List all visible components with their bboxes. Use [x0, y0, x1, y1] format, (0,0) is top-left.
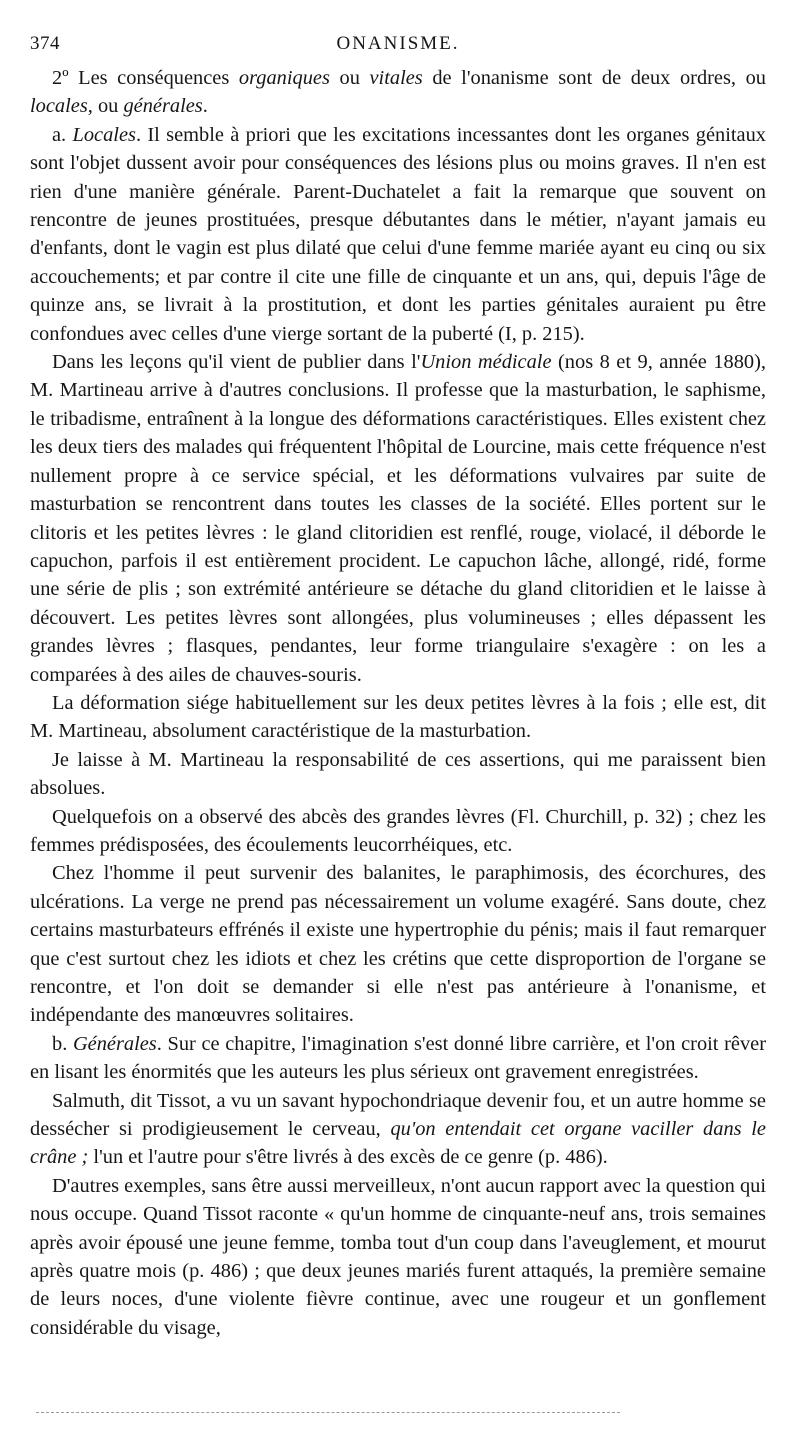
text-run: a. — [52, 123, 73, 146]
text-run: Quelquefois on a observé des abcès des grandes lèvres (Fl. Churchill, p. 32) ; chez les femmes prédisposées, des écoulements leucorrhéiques, etc. — [30, 805, 766, 856]
para-abces — [30, 803, 766, 860]
italic-text: organiques — [238, 67, 330, 89]
text-run: La déformation siége habituellement sur les deux petites lèvres à la fois ; elle est, dit M. Martineau, absolument caractéristique de la masturbation. — [30, 691, 766, 743]
italic-text: générales — [123, 95, 203, 118]
text-run: D'autres exemples, sans être aussi merveilleux, n'ont aucun rapport avec la question qui nous occupe. Quand Tissot raconte « qu'un homme de cinquante-neuf ans, trois semaines après avoir épousé une jeune femme, tomba tout d'un coup dans l'aveuglement, et mourut après quatre mois (p. 486) ; que deux jeunes mariés furent attaqués, la première semaine de leurs noces, d'une violente fièvre continue, avec une rougeur et un gonflement considérable du visage, — [30, 1174, 767, 1339]
text-run: . Sur ce chapitre, l'imagination s'est donné libre carrière, et l'on croit rêver en lisant les énormités que les auteurs les plus sérieux ont gravement enregistrées. — [30, 1032, 766, 1084]
para-salmuth — [30, 1087, 766, 1172]
italic-text: locales — [30, 95, 88, 118]
para-assertions — [30, 746, 766, 803]
text-run: . — [202, 95, 208, 118]
text-run: de l'onanisme sont de deux ordres, ou — [422, 67, 767, 89]
italic-text: qu'on entendait cet organe vaciller dans le crâne ; — [30, 1118, 766, 1169]
body-text — [30, 64, 766, 1342]
text-run: , ou — [87, 95, 124, 118]
running-head — [30, 30, 766, 60]
para-consequences-intro — [30, 64, 766, 121]
para-locales — [30, 121, 766, 348]
text-run: Chez l'homme il peut survenir des balanites, le paraphimosis, des écorchures, des ulcérations. La verge ne prend pas nécessairement un volume exagéré. Sans doute, chez certains masturbateurs effrénés il existe une hypertrophie du pénis; mais il faut remarquer que c'est surtout chez les idiots et chez les crétins que cette disproportion de l'organe se rencontre, et l'on doit se demander si elle n'est pas antérieure à l'onanisme, et indépendante des manœuvres solitaires. — [30, 862, 766, 1027]
text-run: l'un et l'autre pour s'être livrés à des excès de ce genre (p. 486). — [88, 1146, 608, 1169]
text-run: ou — [329, 67, 370, 89]
para-generales — [30, 1030, 766, 1087]
text-run: Je laisse à M. Martineau la responsabilité de ces assertions, qui me paraissent bien absolues. — [30, 748, 766, 800]
bottom-rule — [36, 1412, 620, 1413]
para-homme — [30, 859, 766, 1029]
text-run: Salmuth, dit Tissot, a vu un savant hypochondriaque devenir fou, et un autre homme se dessécher si prodigieusement le cerveau, — [30, 1089, 766, 1141]
text-run: . Il semble à priori que les excitations incessantes dont les organes génitaux sont l'objet dussent avoir pour conséquences des lésions plus ou moins graves. Il n'en est rien d'une manière générale. Parent-Duchatelet a fait la remarque que souvent on rencontre de jeunes prostituées, presque débutantes dans le métier, n'ayant jamais eu d'enfants, dont le vagin est plus dilaté que celui d'une femme mariée ayant eu cinq ou six accouchements; et par contre il cite une fille de cinquante et un ans, qui, depuis l'âge de quinze ans, se livrait à la prostitution, et dont les parties génitales auraient pu être confondues avec celles d'une vierge sortant de la puberté (I, p. 215). — [30, 123, 766, 345]
para-deformation — [30, 689, 766, 746]
page-number: 374 — [30, 33, 60, 54]
italic-text: vitales — [369, 67, 423, 89]
italic-text: Locales — [72, 123, 136, 146]
italic-text: Union médicale — [420, 351, 552, 374]
text-run: 2º Les conséquences — [52, 67, 239, 89]
para-autres-exemples — [30, 1172, 766, 1342]
para-martineau — [30, 348, 766, 689]
text-run: (nos 8 et 9, année 1880), M. Martineau arrive à d'autres conclusions. Il professe que la masturbation, le saphisme, le tribadisme, entraînent à la longue des déformations caractéristiques. Elles existent chez les deux tiers des malades qui fréquentent l'hôpital de Lourcine, mais cette fréquence n'est nullement propre à ce service spécial, et les déformations vulvaires par suite de masturbation se rencontrent dans toutes les classes de la société. Elles portent sur le clitoris et les petites lèvres : le gland clitoridien est renflé, rouge, violacé, il déborde le capuchon, parfois il est entièrement procident. Le capuchon lâche, allongé, ridé, forme une série de plis ; son extrémité antérieure se détache du gland clitoridien et le laisse à découvert. Les petites lèvres sont allongées, plus volumineuses ; elles dépassent les grandes lèvres ; flasques, pendantes, leur forme triangulaire s'exagère : on les a comparées à des ailes de chauves-souris. — [30, 351, 766, 686]
italic-text: Générales — [72, 1032, 157, 1055]
running-title: ONANISME. — [336, 33, 460, 54]
text-run: Dans les leçons qu'il vient de publier dans l' — [52, 351, 421, 374]
text-run: b. — [52, 1032, 73, 1055]
